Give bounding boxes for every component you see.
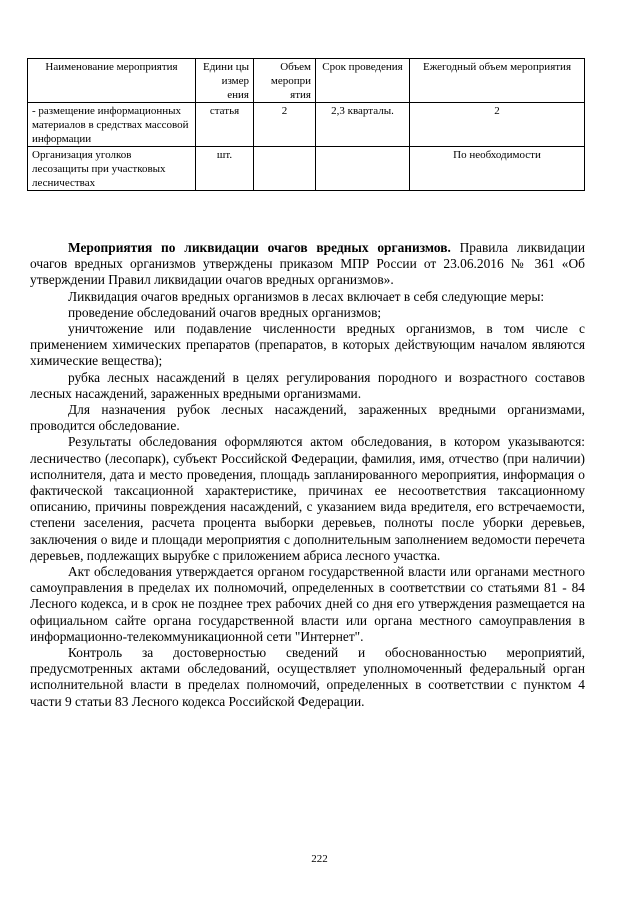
table-cell: - размещение информационных материалов в средствах массовой информации [28,103,196,147]
table-header-row [28,59,585,103]
paragraph: Результаты обследования оформляются актом обследования, в котором указываются: лесничество (лесопарк), субъект Российской Федерации, фамилия, имя, отчество (при наличии) исполнителя, дата и место проведения, площадь запланированного мероприятия, информация о фактической таксационной характеристике, причинах ее несоответствия таксационному описанию, причины повреждения насаждений, с указанием вида вредителя, его встречаемости, степени заселения, расчета процента выборки деревьев, полноты после уборки деревьев, заключения о виде и площади мероприятия с дополнительным заполнением ведомости перечета деревьев, подлежащих вырубке с приложением абриса лесного участка. [30,434,585,563]
header-cell-name: Наименование мероприятия [28,59,196,103]
section-heading: Мероприятия по ликвидации очагов вредных организмов. [68,240,451,255]
table-cell: По необходимости [410,147,585,191]
paragraph: Контроль за достоверностью сведений и обоснованностью мероприятий, предусмотренных актами обследований, осуществляет уполномоченный федеральный орган исполнительной власти в пределах полномочий, определенных в соответствии с пунктом 4 части 9 статьи 83 Лесного кодекса Российской Федерации. [30,645,585,709]
table-cell: статья [196,103,254,147]
header-cell-annual: Ежегодный объем мероприятия [410,59,585,103]
paragraph [30,240,585,289]
page-number: 222 [311,853,328,865]
header-cell-volume: Объем меропри ятия [254,59,316,103]
paragraph: уничтожение или подавление численности вредных организмов, в том числе с применением химических препаратов (препаратов, в которых действующим началом являются химические вещества); [30,321,585,369]
body-text [30,240,585,710]
table-cell [254,147,316,191]
table-cell: шт. [196,147,254,191]
header-cell-period: Срок проведения [316,59,410,103]
paragraph-text: Правила ликвидации очагов вредных организмов утверждены приказом МПР России от 23.06.2016 № 361 «Об утверждении Правил ликвидации очагов вредных организмов». [30,240,586,288]
table-row [28,147,585,191]
paragraph: Для назначения рубок лесных насаждений, зараженных вредными организмами, проводится обследование. [30,402,585,434]
measures-table [27,58,585,191]
paragraph: рубка лесных насаждений в целях регулирования породного и возрастного составов лесных насаждений, зараженных вредными организмами. [30,369,585,401]
table-cell: 2 [254,103,316,147]
paragraph: Акт обследования утверждается органом государственной власти или органами местного самоуправления в пределах их полномочий, определенных в соответствии со статьями 81 - 84 Лесного кодекса, и в срок не позднее трех рабочих дней со дня его утверждения размещается на официальном сайте органа государственной власти или органа местного самоуправления в информационно-телекоммуникационной сети "Интернет". [30,564,585,644]
paragraph: Ликвидация очагов вредных организмов в лесах включает в себя следующие меры: [68,288,545,304]
table-cell: Организация уголков лесозащиты при участковых лесничествах [28,147,196,191]
table-row [28,103,585,147]
table-cell: 2,3 кварталы. [316,103,410,147]
paragraph: проведение обследований очагов вредных организмов; [68,304,382,320]
table-cell [316,147,410,191]
table-cell: 2 [410,103,585,147]
header-cell-units: Едини цы измер ения [196,59,254,103]
